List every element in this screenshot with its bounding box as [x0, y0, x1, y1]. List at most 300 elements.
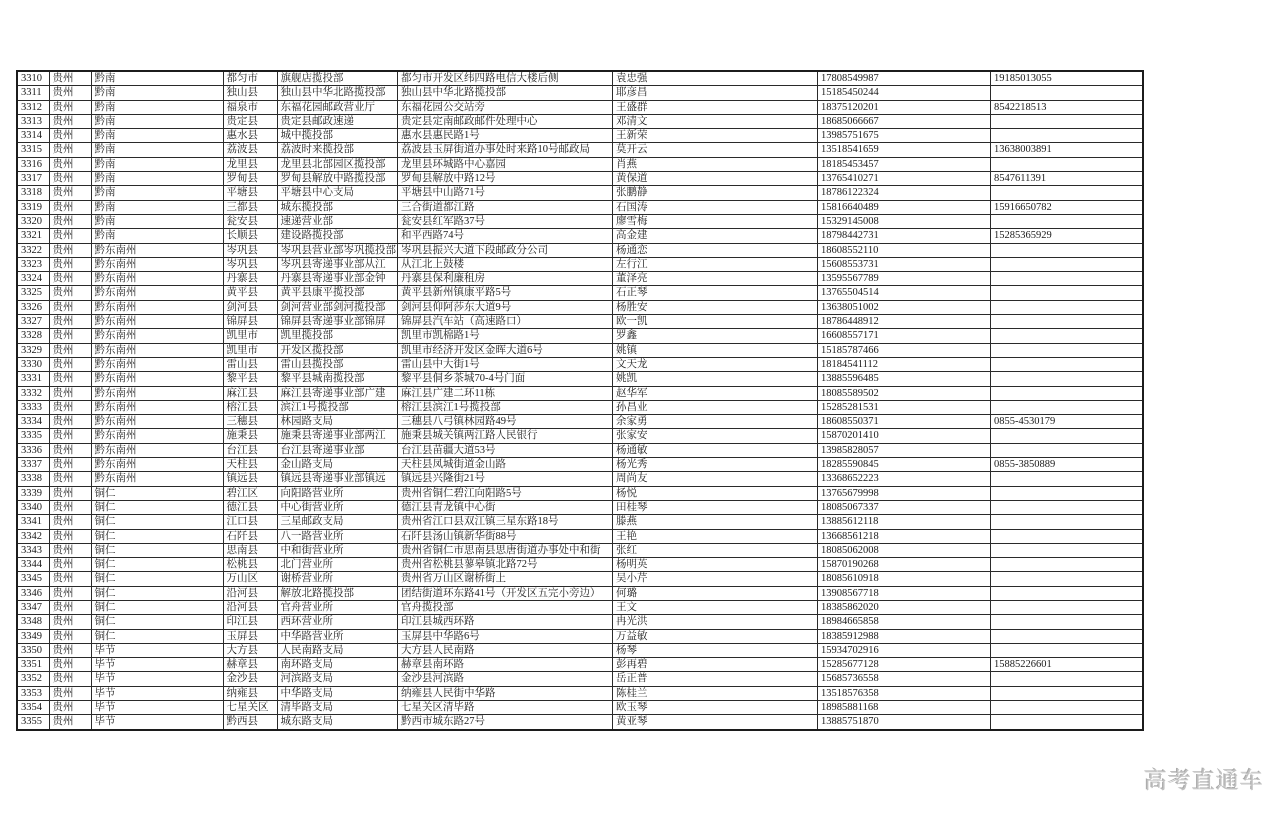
- cell-phone2[interactable]: [991, 686, 1143, 700]
- cell-office[interactable]: 凯里揽投部: [277, 329, 398, 343]
- cell-province[interactable]: 贵州: [49, 686, 91, 700]
- cell-phone2[interactable]: 8542218513: [991, 100, 1143, 114]
- cell-office[interactable]: 龙里县北部园区揽投部: [277, 157, 398, 171]
- cell-contact[interactable]: 王文: [613, 600, 818, 614]
- cell-contact[interactable]: 张家安: [613, 429, 818, 443]
- cell-phone2[interactable]: [991, 572, 1143, 586]
- cell-province[interactable]: 贵州: [49, 343, 91, 357]
- cell-province[interactable]: 贵州: [49, 600, 91, 614]
- cell-id[interactable]: 3335: [17, 429, 49, 443]
- cell-county[interactable]: 碧江区: [223, 486, 277, 500]
- cell-contact[interactable]: 余家勇: [613, 415, 818, 429]
- cell-province[interactable]: 贵州: [49, 500, 91, 514]
- cell-office[interactable]: 人民南路支局: [277, 643, 398, 657]
- cell-province[interactable]: 贵州: [49, 172, 91, 186]
- cell-id[interactable]: 3355: [17, 715, 49, 730]
- cell-county[interactable]: 丹寨县: [223, 272, 277, 286]
- cell-contact[interactable]: 肖燕: [613, 157, 818, 171]
- cell-province[interactable]: 贵州: [49, 229, 91, 243]
- cell-id[interactable]: 3316: [17, 157, 49, 171]
- cell-phone2[interactable]: [991, 715, 1143, 730]
- cell-phone2[interactable]: [991, 243, 1143, 257]
- cell-contact[interactable]: 莫开云: [613, 143, 818, 157]
- cell-phone[interactable]: 15685736558: [818, 672, 991, 686]
- cell-phone[interactable]: 18608552110: [818, 243, 991, 257]
- cell-address[interactable]: 贵州省铜仁碧江向阳路5号: [398, 486, 613, 500]
- cell-id[interactable]: 3315: [17, 143, 49, 157]
- cell-phone2[interactable]: 15916650782: [991, 200, 1143, 214]
- cell-region[interactable]: 黔南: [91, 157, 223, 171]
- cell-address[interactable]: 印江县城西环路: [398, 615, 613, 629]
- cell-province[interactable]: 贵州: [49, 701, 91, 715]
- cell-contact[interactable]: 石国涛: [613, 200, 818, 214]
- cell-region[interactable]: 黔东南州: [91, 257, 223, 271]
- cell-office[interactable]: 雷山县揽投部: [277, 357, 398, 371]
- cell-phone2[interactable]: [991, 701, 1143, 715]
- cell-county[interactable]: 纳雍县: [223, 686, 277, 700]
- cell-county[interactable]: 福泉市: [223, 100, 277, 114]
- cell-province[interactable]: 贵州: [49, 372, 91, 386]
- cell-province[interactable]: 贵州: [49, 672, 91, 686]
- cell-office[interactable]: 丹寨县寄递事业部金钟: [277, 272, 398, 286]
- cell-contact[interactable]: 文天龙: [613, 357, 818, 371]
- cell-province[interactable]: 贵州: [49, 515, 91, 529]
- cell-contact[interactable]: 王新荣: [613, 129, 818, 143]
- cell-county[interactable]: 荔波县: [223, 143, 277, 157]
- cell-office[interactable]: 施秉县寄递事业部两江: [277, 429, 398, 443]
- cell-phone[interactable]: 13668561218: [818, 529, 991, 543]
- cell-office[interactable]: 中华路营业所: [277, 629, 398, 643]
- cell-region[interactable]: 黔东南州: [91, 458, 223, 472]
- cell-office[interactable]: 台江县寄递事业部: [277, 443, 398, 457]
- cell-contact[interactable]: 万益敏: [613, 629, 818, 643]
- cell-phone[interactable]: 15870201410: [818, 429, 991, 443]
- cell-phone2[interactable]: [991, 315, 1143, 329]
- cell-phone[interactable]: 13518576358: [818, 686, 991, 700]
- cell-id[interactable]: 3330: [17, 357, 49, 371]
- cell-address[interactable]: 黔西市城东路27号: [398, 715, 613, 730]
- cell-county[interactable]: 贵定县: [223, 114, 277, 128]
- cell-address[interactable]: 三穗县八弓镇林园路49号: [398, 415, 613, 429]
- cell-address[interactable]: 从江北上鼓楼: [398, 257, 613, 271]
- cell-phone[interactable]: 13908567718: [818, 586, 991, 600]
- cell-contact[interactable]: 董泽亮: [613, 272, 818, 286]
- cell-office[interactable]: 岑巩县营业部岑巩揽投部: [277, 243, 398, 257]
- cell-address[interactable]: 镇远县兴隆街21号: [398, 472, 613, 486]
- cell-id[interactable]: 3321: [17, 229, 49, 243]
- cell-id[interactable]: 3339: [17, 486, 49, 500]
- cell-office[interactable]: 林园路支局: [277, 415, 398, 429]
- cell-id[interactable]: 3323: [17, 257, 49, 271]
- cell-county[interactable]: 思南县: [223, 543, 277, 557]
- cell-office[interactable]: 中心街营业所: [277, 500, 398, 514]
- cell-office[interactable]: 平塘县中心支局: [277, 186, 398, 200]
- cell-phone[interactable]: 18085610918: [818, 572, 991, 586]
- cell-phone[interactable]: 17808549987: [818, 71, 991, 86]
- cell-phone2[interactable]: [991, 186, 1143, 200]
- cell-contact[interactable]: 王艳: [613, 529, 818, 543]
- cell-address[interactable]: 赫章县南环路: [398, 658, 613, 672]
- cell-office[interactable]: 麻江县寄递事业部广建: [277, 386, 398, 400]
- cell-region[interactable]: 铜仁: [91, 615, 223, 629]
- cell-id[interactable]: 3310: [17, 71, 49, 86]
- cell-region[interactable]: 铜仁: [91, 500, 223, 514]
- cell-office[interactable]: 建设路揽投部: [277, 229, 398, 243]
- cell-county[interactable]: 黄平县: [223, 286, 277, 300]
- cell-region[interactable]: 毕节: [91, 686, 223, 700]
- cell-county[interactable]: 惠水县: [223, 129, 277, 143]
- cell-contact[interactable]: 杨胜安: [613, 300, 818, 314]
- cell-phone[interactable]: 18798442731: [818, 229, 991, 243]
- cell-contact[interactable]: 吴小芹: [613, 572, 818, 586]
- cell-province[interactable]: 贵州: [49, 157, 91, 171]
- cell-contact[interactable]: 陈桂兰: [613, 686, 818, 700]
- cell-phone2[interactable]: [991, 386, 1143, 400]
- cell-phone2[interactable]: 0855-3850889: [991, 458, 1143, 472]
- cell-contact[interactable]: 张红: [613, 543, 818, 557]
- cell-address[interactable]: 官舟揽投部: [398, 600, 613, 614]
- cell-county[interactable]: 龙里县: [223, 157, 277, 171]
- cell-contact[interactable]: 岳正普: [613, 672, 818, 686]
- cell-province[interactable]: 贵州: [49, 386, 91, 400]
- cell-phone[interactable]: 18786122324: [818, 186, 991, 200]
- cell-province[interactable]: 贵州: [49, 615, 91, 629]
- cell-office[interactable]: 贵定县邮政速递: [277, 114, 398, 128]
- cell-phone[interactable]: 18985881168: [818, 701, 991, 715]
- cell-id[interactable]: 3324: [17, 272, 49, 286]
- cell-phone2[interactable]: [991, 586, 1143, 600]
- cell-region[interactable]: 铜仁: [91, 586, 223, 600]
- cell-province[interactable]: 贵州: [49, 100, 91, 114]
- cell-address[interactable]: 龙里县环城路中心嘉园: [398, 157, 613, 171]
- cell-province[interactable]: 贵州: [49, 443, 91, 457]
- cell-province[interactable]: 贵州: [49, 143, 91, 157]
- cell-contact[interactable]: 杨明英: [613, 558, 818, 572]
- cell-contact[interactable]: 孙昌业: [613, 400, 818, 414]
- cell-address[interactable]: 锦屏县汽车站（高速路口）: [398, 315, 613, 329]
- cell-id[interactable]: 3338: [17, 472, 49, 486]
- cell-address[interactable]: 黄平县新州镇康平路5号: [398, 286, 613, 300]
- cell-id[interactable]: 3325: [17, 286, 49, 300]
- cell-region[interactable]: 铜仁: [91, 515, 223, 529]
- cell-address[interactable]: 施秉县城关镇两江路人民银行: [398, 429, 613, 443]
- cell-province[interactable]: 贵州: [49, 86, 91, 100]
- cell-phone2[interactable]: 13638003891: [991, 143, 1143, 157]
- cell-province[interactable]: 贵州: [49, 200, 91, 214]
- cell-phone2[interactable]: [991, 443, 1143, 457]
- cell-phone2[interactable]: [991, 643, 1143, 657]
- cell-phone2[interactable]: [991, 672, 1143, 686]
- cell-phone2[interactable]: [991, 257, 1143, 271]
- cell-phone2[interactable]: 0855-4530179: [991, 415, 1143, 429]
- cell-region[interactable]: 黔南: [91, 229, 223, 243]
- cell-office[interactable]: 金山路支局: [277, 458, 398, 472]
- cell-region[interactable]: 黔东南州: [91, 472, 223, 486]
- cell-county[interactable]: 麻江县: [223, 386, 277, 400]
- cell-phone[interactable]: 15185450244: [818, 86, 991, 100]
- cell-phone2[interactable]: [991, 543, 1143, 557]
- cell-contact[interactable]: 赵华军: [613, 386, 818, 400]
- cell-county[interactable]: 江口县: [223, 515, 277, 529]
- cell-address[interactable]: 大方县人民南路: [398, 643, 613, 657]
- cell-region[interactable]: 黔南: [91, 129, 223, 143]
- cell-county[interactable]: 剑河县: [223, 300, 277, 314]
- cell-id[interactable]: 3342: [17, 529, 49, 543]
- cell-phone[interactable]: 15185787466: [818, 343, 991, 357]
- cell-phone2[interactable]: [991, 500, 1143, 514]
- cell-contact[interactable]: 王盛群: [613, 100, 818, 114]
- cell-county[interactable]: 三都县: [223, 200, 277, 214]
- cell-office[interactable]: 东福花园邮政营业厅: [277, 100, 398, 114]
- cell-contact[interactable]: 黄保道: [613, 172, 818, 186]
- cell-province[interactable]: 贵州: [49, 272, 91, 286]
- cell-office[interactable]: 滨江1号揽投部: [277, 400, 398, 414]
- cell-office[interactable]: 城东路支局: [277, 715, 398, 730]
- cell-contact[interactable]: 欧玉琴: [613, 701, 818, 715]
- cell-contact[interactable]: 邓清文: [613, 114, 818, 128]
- cell-county[interactable]: 玉屏县: [223, 629, 277, 643]
- cell-address[interactable]: 石阡县汤山镇新华街88号: [398, 529, 613, 543]
- cell-region[interactable]: 黔东南州: [91, 386, 223, 400]
- cell-contact[interactable]: 姚凯: [613, 372, 818, 386]
- cell-county[interactable]: 瓮安县: [223, 214, 277, 228]
- cell-id[interactable]: 3341: [17, 515, 49, 529]
- cell-region[interactable]: 黔南: [91, 86, 223, 100]
- cell-province[interactable]: 贵州: [49, 629, 91, 643]
- cell-id[interactable]: 3314: [17, 129, 49, 143]
- cell-id[interactable]: 3334: [17, 415, 49, 429]
- cell-county[interactable]: 印江县: [223, 615, 277, 629]
- cell-province[interactable]: 贵州: [49, 300, 91, 314]
- cell-office[interactable]: 锦屏县寄递事业部锦屏: [277, 315, 398, 329]
- cell-region[interactable]: 黔东南州: [91, 300, 223, 314]
- cell-address[interactable]: 剑河县仰阿莎东大道9号: [398, 300, 613, 314]
- cell-province[interactable]: 贵州: [49, 214, 91, 228]
- cell-address[interactable]: 凯里市凯棉路1号: [398, 329, 613, 343]
- cell-county[interactable]: 大方县: [223, 643, 277, 657]
- cell-county[interactable]: 松桃县: [223, 558, 277, 572]
- cell-phone[interactable]: 13765410271: [818, 172, 991, 186]
- cell-office[interactable]: 北门营业所: [277, 558, 398, 572]
- cell-address[interactable]: 凯里市经济开发区金晖大道6号: [398, 343, 613, 357]
- cell-county[interactable]: 石阡县: [223, 529, 277, 543]
- cell-address[interactable]: 罗甸县解放中路12号: [398, 172, 613, 186]
- cell-region[interactable]: 黔东南州: [91, 400, 223, 414]
- cell-phone[interactable]: 13518541659: [818, 143, 991, 157]
- cell-province[interactable]: 贵州: [49, 643, 91, 657]
- cell-province[interactable]: 贵州: [49, 558, 91, 572]
- cell-office[interactable]: 黎平县城南揽投部: [277, 372, 398, 386]
- cell-phone[interactable]: 18185453457: [818, 157, 991, 171]
- cell-phone[interactable]: 18375120201: [818, 100, 991, 114]
- cell-phone2[interactable]: [991, 629, 1143, 643]
- cell-province[interactable]: 贵州: [49, 458, 91, 472]
- cell-id[interactable]: 3311: [17, 86, 49, 100]
- cell-region[interactable]: 黔南: [91, 100, 223, 114]
- cell-phone2[interactable]: [991, 357, 1143, 371]
- cell-region[interactable]: 黔南: [91, 114, 223, 128]
- cell-county[interactable]: 沿河县: [223, 600, 277, 614]
- cell-address[interactable]: 玉屏县中华路6号: [398, 629, 613, 643]
- cell-contact[interactable]: 罗鑫: [613, 329, 818, 343]
- cell-contact[interactable]: 袁忠强: [613, 71, 818, 86]
- cell-phone2[interactable]: 15285365929: [991, 229, 1143, 243]
- cell-county[interactable]: 台江县: [223, 443, 277, 457]
- cell-contact[interactable]: 左行江: [613, 257, 818, 271]
- cell-id[interactable]: 3351: [17, 658, 49, 672]
- cell-region[interactable]: 黔东南州: [91, 329, 223, 343]
- cell-region[interactable]: 铜仁: [91, 486, 223, 500]
- cell-region[interactable]: 黔南: [91, 143, 223, 157]
- cell-office[interactable]: 中和街营业所: [277, 543, 398, 557]
- cell-id[interactable]: 3326: [17, 300, 49, 314]
- cell-office[interactable]: 黄平县康平揽投部: [277, 286, 398, 300]
- cell-phone[interactable]: 18385862020: [818, 600, 991, 614]
- cell-phone[interactable]: 15608553731: [818, 257, 991, 271]
- cell-office[interactable]: 罗甸县解放中路揽投部: [277, 172, 398, 186]
- cell-phone[interactable]: 18184541112: [818, 357, 991, 371]
- cell-office[interactable]: 城中揽投部: [277, 129, 398, 143]
- cell-contact[interactable]: 高金建: [613, 229, 818, 243]
- cell-county[interactable]: 都匀市: [223, 71, 277, 86]
- cell-office[interactable]: 向阳路营业所: [277, 486, 398, 500]
- cell-contact[interactable]: 杨通恋: [613, 243, 818, 257]
- cell-phone[interactable]: 15285677128: [818, 658, 991, 672]
- cell-address[interactable]: 贵定县定南邮政邮件处理中心: [398, 114, 613, 128]
- cell-province[interactable]: 贵州: [49, 543, 91, 557]
- cell-phone2[interactable]: [991, 558, 1143, 572]
- cell-county[interactable]: 凯里市: [223, 329, 277, 343]
- cell-contact[interactable]: 杨悦: [613, 486, 818, 500]
- cell-region[interactable]: 铜仁: [91, 543, 223, 557]
- cell-phone2[interactable]: [991, 429, 1143, 443]
- cell-phone2[interactable]: [991, 86, 1143, 100]
- cell-county[interactable]: 榕江县: [223, 400, 277, 414]
- cell-office[interactable]: 城东揽投部: [277, 200, 398, 214]
- cell-region[interactable]: 黔东南州: [91, 315, 223, 329]
- cell-id[interactable]: 3329: [17, 343, 49, 357]
- cell-county[interactable]: 独山县: [223, 86, 277, 100]
- cell-contact[interactable]: 欧一凯: [613, 315, 818, 329]
- cell-address[interactable]: 平塘县中山路71号: [398, 186, 613, 200]
- cell-region[interactable]: 铜仁: [91, 629, 223, 643]
- cell-province[interactable]: 贵州: [49, 315, 91, 329]
- cell-phone[interactable]: 13765679998: [818, 486, 991, 500]
- cell-phone2[interactable]: [991, 343, 1143, 357]
- cell-address[interactable]: 贵州省万山区谢桥街上: [398, 572, 613, 586]
- cell-id[interactable]: 3352: [17, 672, 49, 686]
- cell-region[interactable]: 毕节: [91, 715, 223, 730]
- cell-phone2[interactable]: [991, 486, 1143, 500]
- cell-address[interactable]: 金沙县河滨路: [398, 672, 613, 686]
- cell-contact[interactable]: 廖雪梅: [613, 214, 818, 228]
- cell-id[interactable]: 3353: [17, 686, 49, 700]
- cell-office[interactable]: 岑巩县寄递事业部从江: [277, 257, 398, 271]
- cell-phone2[interactable]: 19185013055: [991, 71, 1143, 86]
- cell-region[interactable]: 黔东南州: [91, 272, 223, 286]
- cell-address[interactable]: 台江县苗疆大道53号: [398, 443, 613, 457]
- cell-phone[interactable]: 15285281531: [818, 400, 991, 414]
- cell-province[interactable]: 贵州: [49, 572, 91, 586]
- cell-id[interactable]: 3333: [17, 400, 49, 414]
- cell-county[interactable]: 万山区: [223, 572, 277, 586]
- cell-phone2[interactable]: [991, 129, 1143, 143]
- cell-address[interactable]: 都匀市开发区纬四路电信大楼后侧: [398, 71, 613, 86]
- cell-phone[interactable]: 13595567789: [818, 272, 991, 286]
- cell-region[interactable]: 黔东南州: [91, 429, 223, 443]
- cell-region[interactable]: 黔东南州: [91, 243, 223, 257]
- cell-phone2[interactable]: [991, 529, 1143, 543]
- cell-address[interactable]: 黎平县侗乡茶城70-4号门面: [398, 372, 613, 386]
- cell-address[interactable]: 瓮安县红军路37号: [398, 214, 613, 228]
- cell-contact[interactable]: 彭再碧: [613, 658, 818, 672]
- cell-contact[interactable]: 耶彦昌: [613, 86, 818, 100]
- cell-id[interactable]: 3349: [17, 629, 49, 643]
- cell-region[interactable]: 黔南: [91, 172, 223, 186]
- cell-address[interactable]: 丹寨县保利廉租房: [398, 272, 613, 286]
- cell-province[interactable]: 贵州: [49, 529, 91, 543]
- cell-region[interactable]: 毕节: [91, 701, 223, 715]
- cell-id[interactable]: 3350: [17, 643, 49, 657]
- cell-id[interactable]: 3331: [17, 372, 49, 386]
- cell-province[interactable]: 贵州: [49, 400, 91, 414]
- cell-id[interactable]: 3336: [17, 443, 49, 457]
- cell-phone[interactable]: 18786448912: [818, 315, 991, 329]
- cell-region[interactable]: 黔南: [91, 200, 223, 214]
- cell-county[interactable]: 黎平县: [223, 372, 277, 386]
- cell-county[interactable]: 赫章县: [223, 658, 277, 672]
- cell-region[interactable]: 黔东南州: [91, 286, 223, 300]
- cell-phone[interactable]: 15816640489: [818, 200, 991, 214]
- cell-phone[interactable]: 15870190268: [818, 558, 991, 572]
- cell-address[interactable]: 榕江县滨江1号揽投部: [398, 400, 613, 414]
- cell-contact[interactable]: 滕燕: [613, 515, 818, 529]
- cell-contact[interactable]: 杨琴: [613, 643, 818, 657]
- cell-contact[interactable]: 冉光洪: [613, 615, 818, 629]
- cell-phone2[interactable]: [991, 472, 1143, 486]
- cell-address[interactable]: 天柱县凤城街道金山路: [398, 458, 613, 472]
- cell-address[interactable]: 贵州省铜仁市思南县思唐街道办事处中和街: [398, 543, 613, 557]
- cell-address[interactable]: 德江县青龙镇中心街: [398, 500, 613, 514]
- cell-phone2[interactable]: 8547611391: [991, 172, 1143, 186]
- cell-office[interactable]: 独山县中华北路揽投部: [277, 86, 398, 100]
- cell-office[interactable]: 南环路支局: [277, 658, 398, 672]
- cell-province[interactable]: 贵州: [49, 257, 91, 271]
- cell-phone[interactable]: 18984665858: [818, 615, 991, 629]
- cell-phone2[interactable]: [991, 600, 1143, 614]
- cell-province[interactable]: 贵州: [49, 71, 91, 86]
- cell-address[interactable]: 和平西路74号: [398, 229, 613, 243]
- cell-contact[interactable]: 田桂琴: [613, 500, 818, 514]
- cell-address[interactable]: 贵州省松桃县蓼皋镇北路72号: [398, 558, 613, 572]
- cell-region[interactable]: 黔南: [91, 71, 223, 86]
- cell-county[interactable]: 施秉县: [223, 429, 277, 443]
- cell-county[interactable]: 长顺县: [223, 229, 277, 243]
- cell-address[interactable]: 三合街道都江路: [398, 200, 613, 214]
- cell-phone2[interactable]: [991, 272, 1143, 286]
- cell-province[interactable]: 贵州: [49, 486, 91, 500]
- cell-contact[interactable]: 何璐: [613, 586, 818, 600]
- cell-region[interactable]: 黔东南州: [91, 415, 223, 429]
- cell-region[interactable]: 铜仁: [91, 529, 223, 543]
- cell-office[interactable]: 荔波时来揽投部: [277, 143, 398, 157]
- cell-region[interactable]: 黔南: [91, 214, 223, 228]
- cell-county[interactable]: 镇远县: [223, 472, 277, 486]
- cell-office[interactable]: 三星邮政支局: [277, 515, 398, 529]
- cell-address[interactable]: 东福花园公交站旁: [398, 100, 613, 114]
- cell-phone[interactable]: 13885612118: [818, 515, 991, 529]
- cell-province[interactable]: 贵州: [49, 329, 91, 343]
